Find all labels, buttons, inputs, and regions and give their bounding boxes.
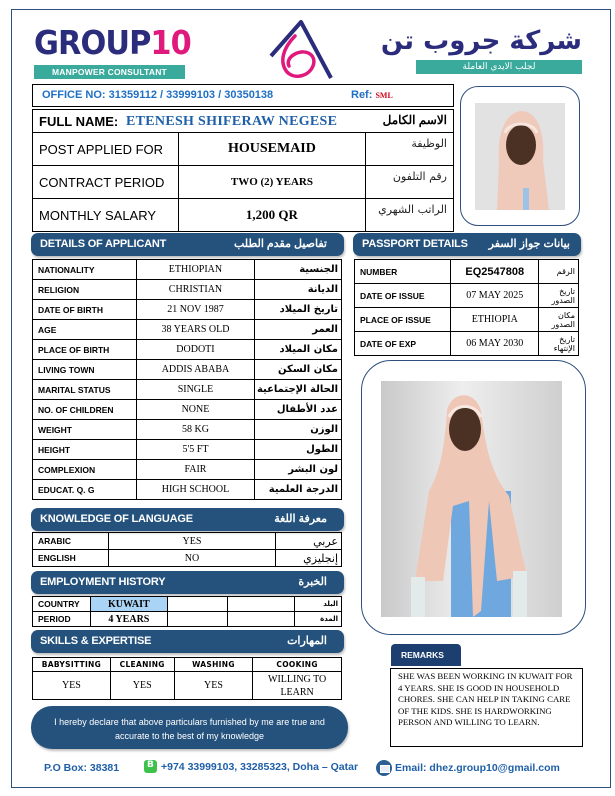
salary-label: MONTHLY SALARY [33,199,179,232]
contract-label: CONTRACT PERIOD [33,166,179,199]
employment-title: EMPLOYMENT HISTORY [40,576,166,588]
detail-row: COMPLEXION FAIR لون البشر [33,460,342,480]
passport-row: DATE OF ISSUE 07 MAY 2025 تاريخ الصدور [355,284,579,308]
passport-title-ar: بيانات جواز السفر [488,238,570,250]
full-photo-frame [361,360,586,635]
whatsapp-icon [144,760,157,773]
employment-country-1: KUWAIT [90,597,167,612]
email-contact [376,760,560,776]
skills-header [31,630,344,653]
full-body-photo [381,381,562,617]
logo-wordmark: GROUP10 [34,23,191,62]
po-box: P.O Box: 38381 [44,762,120,774]
detail-row: WEIGHT 58 KG الوزن [33,420,342,440]
employment-title-ar: الخبرة [298,576,327,588]
employment-table [32,596,342,627]
headshot-photo [475,103,565,210]
detail-row: RELIGION CHRISTIAN الديانة [33,280,342,300]
details-table [32,259,342,500]
reference [351,85,393,106]
post-label-ar: الوظيفة [366,133,454,166]
detail-row: PLACE OF BIRTH DODOTI مكان الميلاد [33,340,342,360]
language-header [31,508,344,531]
salary-row [33,199,454,232]
fullname-row [33,110,454,133]
group10-logo [34,24,194,79]
employment-country-3 [228,597,295,612]
contract-value: TWO (2) YEARS [178,166,366,199]
detail-row: NO. OF CHILDREN NONE عدد الأطفال [33,400,342,420]
detail-row: DATE OF BIRTH 21 NOV 1987 تاريخ الميلاد [33,300,342,320]
email-icon [376,760,392,776]
detail-row: HEIGHT 5'5 FT الطول [33,440,342,460]
arabic-logo [380,24,582,74]
ref-value: SML [375,91,393,100]
headshot-frame [460,86,580,226]
post-label: POST APPLIED FOR [33,133,179,166]
details-title: DETAILS OF APPLICANT [40,238,167,250]
applicant-summary-table [32,109,454,232]
declaration-banner: I hereby declare that above particulars furnished by me are true and accurate to the best of my knowledge [31,706,348,749]
arabic-tagline: لجلب الايدي العاملة [416,60,582,74]
detail-row: EDUCAT. Q. G HIGH SCHOOL الدرجة العلمية [33,480,342,500]
passport-row: PLACE OF ISSUE ETHIOPIA مكان الصدور [355,308,579,332]
language-table [32,532,342,567]
detail-row: MARITAL STATUS SINGLE الحالة الإجتماعية [33,380,342,400]
passport-row: DATE OF EXP 06 MAY 2030 تاريخ الإنتهاء [355,332,579,356]
employment-period-2 [167,612,228,627]
passport-row: NUMBER EQ2547808 الرقم [355,260,579,284]
passport-header [353,233,581,256]
logo-tagline: MANPOWER CONSULTANT [34,65,185,79]
phone-contact [144,760,358,773]
arabic-wordmark: شركة جروب تن [380,26,582,56]
employment-period-3 [228,612,295,627]
details-title-ar: تفاصيل مقدم الطلب [234,238,327,250]
contract-row [33,166,454,199]
fullname-label: FULL NAME: [39,114,119,129]
language-title-ar: معرفة اللغة [274,513,327,525]
email-address[interactable]: Email: dhez.group10@gmail.com [395,762,560,774]
salary-value: 1,200 QR [178,199,366,232]
post-row [33,133,454,166]
fullname-label-ar: الاسم الكامل [382,113,447,127]
language-row: ARABIC YES عربي [33,533,342,550]
language-title: KNOWLEDGE OF LANGUAGE [40,513,193,525]
skills-title-ar: المهارات [287,635,327,647]
post-value: HOUSEMAID [178,133,366,166]
skills-table [32,657,342,700]
employment-country-2 [167,597,228,612]
remarks-text: SHE WAS BEEN WORKING IN KUWAIT FOR 4 YEARS. SHE IS GOOD IN HOUSEHOLD CHORES. SHE CAN HELP IN TAKING CARE OF THE KIDS. SHE IS HARDWORKING PERSON AND WILLING TO LEARN. [390,668,583,747]
skills-value-row: YES YES YES WILLING TO LEARN [33,672,342,700]
office-numbers: OFFICE NO: 31359112 / 33999103 / 30350138 [42,89,274,101]
details-header [31,233,344,256]
employment-period-row: PERIOD 4 YEARS المدة [33,612,342,627]
office-bar [32,84,454,107]
phone-numbers: +974 33999103, 33285323, Doha – Qatar [161,760,359,773]
detail-row: NATIONALITY ETHIOPIAN الجنسية [33,260,342,280]
company-emblem-icon [265,18,337,80]
language-row: ENGLISH NO إنجليزي [33,550,342,567]
passport-title: PASSPORT DETAILS [362,238,468,250]
remarks-header: REMARKS [391,644,461,666]
footer [0,760,615,776]
employment-country-row: COUNTRY KUWAIT البلد [33,597,342,612]
passport-table [354,259,579,356]
skills-header-row: BABYSITTING CLEANING WASHING COOKING [33,658,342,672]
detail-row: LIVING TOWN ADDIS ABABA مكان السكن [33,360,342,380]
employment-period-1: 4 YEARS [90,612,167,627]
ref-label: Ref: [351,89,376,101]
detail-row: AGE 38 YEARS OLD العمر [33,320,342,340]
employment-header [31,571,344,594]
fullname-value: ETENESH SHIFERAW NEGESE [126,114,338,129]
skills-title: SKILLS & EXPERTISE [40,635,152,647]
contract-label-ar: رقم التلفون [366,166,454,199]
salary-label-ar: الراتب الشهري [366,199,454,232]
